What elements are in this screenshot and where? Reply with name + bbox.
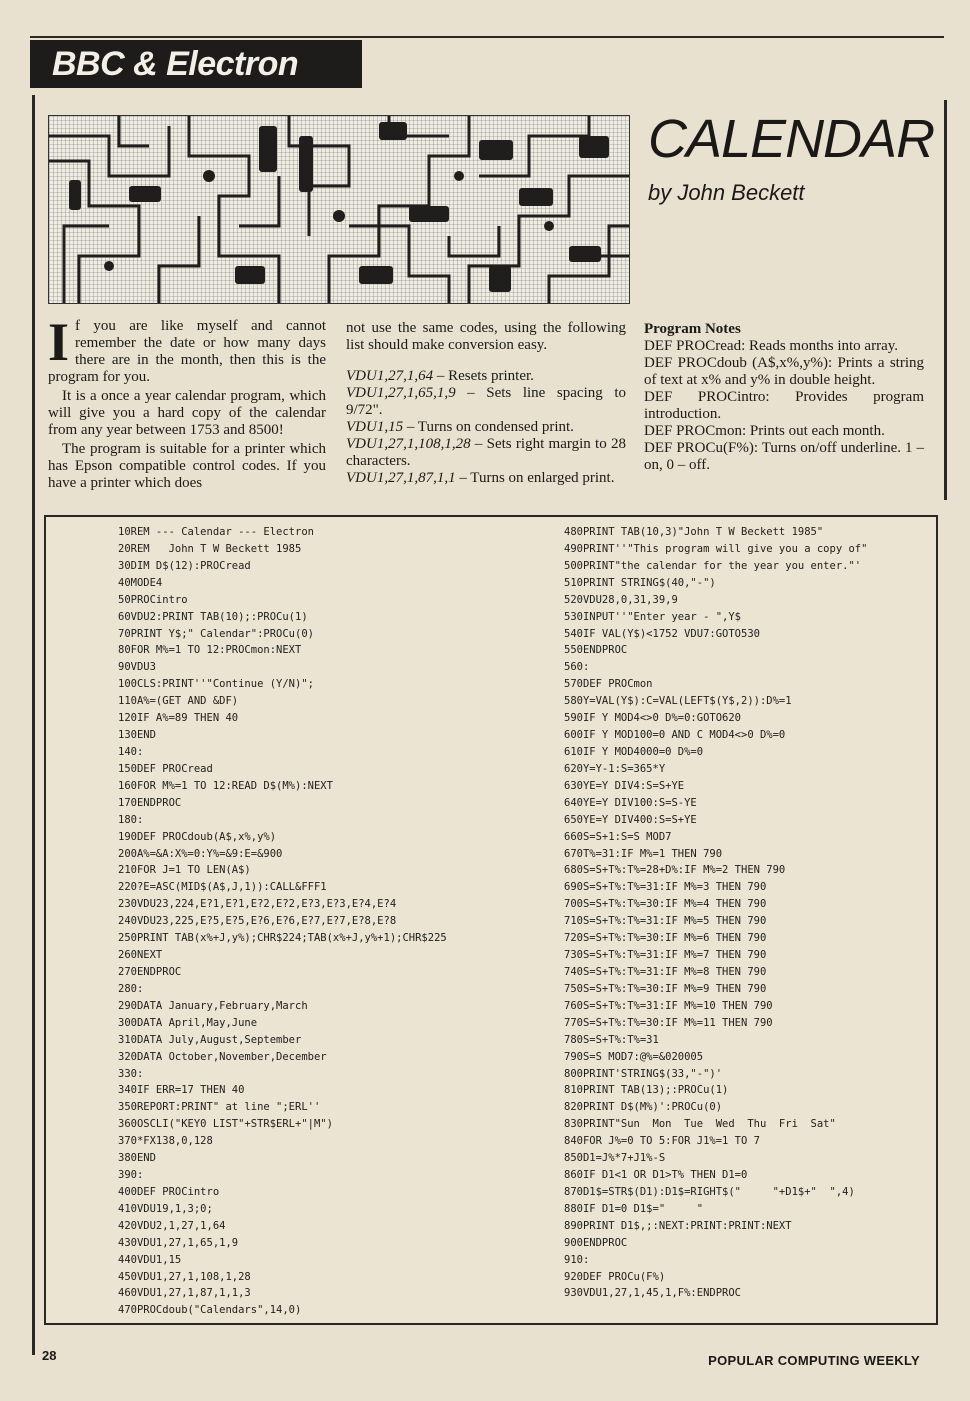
code-line: 520VDU28,0,31,39,9 xyxy=(564,593,678,606)
code-line: 210FOR J=1 TO LEN(A$) xyxy=(118,864,251,877)
code-line: 330: xyxy=(118,1067,144,1080)
code-line: 450VDU1,27,1,108,1,28 xyxy=(118,1270,251,1283)
code-line: 850D1=J%*7+J1%-S xyxy=(564,1152,666,1165)
code-line: 480PRINT TAB(10,3)"John T W Beckett 1985" xyxy=(564,526,824,538)
code-line: 230VDU23,224,E?1,E?1,E?2,E?2,E?3,E?3,E?4,E?4 xyxy=(118,898,397,911)
code-line: 120IF A%=89 THEN 40 xyxy=(118,712,239,725)
page-number: 28 xyxy=(42,1348,57,1363)
code-line: 200A%=&A:X%=0:Y%=&9:E=&900 xyxy=(118,847,283,860)
code-line: 670T%=31:IF M%=1 THEN 790 xyxy=(564,847,723,860)
code-line: 40MODE4 xyxy=(118,576,163,589)
drop-cap: I xyxy=(48,312,70,372)
intro-paragraph: If you are like myself and cannot remember the date or how many days there are in the month, then this is the program for you. xyxy=(48,312,326,385)
code-line: 720S=S+T%:T%=30:IF M%=6 THEN 790 xyxy=(564,932,767,945)
magazine-name: POPULAR COMPUTING WEEKLY xyxy=(708,1353,920,1368)
code-line: 280: xyxy=(118,982,144,995)
code-line: 160FOR M%=1 TO 12:READ D$(M%):NEXT xyxy=(118,779,333,792)
code-line: 930VDU1,27,1,45,1,F%:ENDPROC xyxy=(564,1287,742,1300)
program-note: DEF PROCmon: Prints out each month. xyxy=(644,423,885,439)
code-line: 130END xyxy=(118,729,156,742)
code-line: 320DATA October,November,December xyxy=(118,1050,327,1063)
code-line: 590IF Y MOD4<>0 D%=0:GOTO620 xyxy=(564,712,742,725)
circuit-board-illustration xyxy=(48,115,630,304)
article-title: CALENDAR xyxy=(648,109,935,169)
code-line: 630YE=Y DIV4:S=S+YE xyxy=(564,779,685,792)
code-line: 560: xyxy=(564,661,590,674)
code-line: 260NEXT xyxy=(118,949,163,962)
code-line: 640YE=Y DIV100:S=S-YE xyxy=(564,796,697,809)
code-line: 690S=S+T%:T%=31:IF M%=3 THEN 790 xyxy=(564,881,767,894)
printer-code-line: VDU1,27,1,65,1,9 – Sets line spacing to 9/72". xyxy=(346,385,626,418)
code-line: 140: xyxy=(118,745,144,758)
code-line: 190DEF PROCdoub(A$,x%,y%) xyxy=(118,830,277,843)
code-line: 680S=S+T%:T%=28+D%:IF M%=2 THEN 790 xyxy=(564,864,786,877)
code-line: 840FOR J%=0 TO 5:FOR J1%=1 TO 7 xyxy=(564,1135,760,1148)
code-line: 430VDU1,27,1,65,1,9 xyxy=(118,1236,239,1249)
code-line: 510PRINT STRING$(40,"-") xyxy=(564,576,716,589)
code-line: 800PRINT'STRING$(33,"-")' xyxy=(564,1067,723,1080)
code-line: 890PRINT D1$,;:NEXT:PRINT:PRINT:NEXT xyxy=(564,1219,792,1232)
code-line: 570DEF PROCmon xyxy=(564,678,653,691)
code-line: 400DEF PROCintro xyxy=(118,1185,220,1198)
code-line: 270ENDPROC xyxy=(118,965,182,978)
code-line: 780S=S+T%:T%=31 xyxy=(564,1033,659,1046)
printer-code-line: VDU1,27,1,108,1,28 – Sets right margin to 28 characters. xyxy=(346,436,626,469)
code-line: 710S=S+T%:T%=31:IF M%=5 THEN 790 xyxy=(564,915,767,928)
program-notes-column xyxy=(644,321,924,474)
code-line: 620Y=Y-1:S=365*Y xyxy=(564,762,666,775)
code-line: 220?E=ASC(MID$(A$,J,1)):CALL&FFF1 xyxy=(118,881,327,894)
body-paragraph: The program is suitable for a printer which has Epson compatible control codes. If you have a printer which does xyxy=(48,441,326,491)
code-line: 420VDU2,1,27,1,64 xyxy=(118,1219,226,1232)
code-line: 550ENDPROC xyxy=(564,644,628,657)
code-line: 880IF D1=0 D1$=" " xyxy=(564,1202,704,1215)
code-line: 770S=S+T%:T%=30:IF M%=11 THEN 790 xyxy=(564,1016,773,1029)
code-line: 110A%=(GET AND &DF) xyxy=(118,695,239,708)
code-line: 440VDU1,15 xyxy=(118,1253,182,1266)
code-line: 60VDU2:PRINT TAB(10);:PROCu(1) xyxy=(118,610,308,623)
listing-column-right xyxy=(564,524,867,1302)
code-line: 350REPORT:PRINT" at line ";ERL'' xyxy=(118,1101,321,1114)
code-line: 870D1$=STR$(D1):D1$=RIGHT$(" "+D1$+" ",4) xyxy=(564,1185,855,1198)
code-line: 760S=S+T%:T%=31:IF M%=10 THEN 790 xyxy=(564,999,773,1012)
code-line: 660S=S+1:S=S MOD7 xyxy=(564,830,672,843)
left-frame-rule xyxy=(32,95,35,1355)
body-column-2 xyxy=(346,320,626,487)
article-byline: by John Beckett xyxy=(648,180,805,205)
code-line: 700S=S+T%:T%=30:IF M%=4 THEN 790 xyxy=(564,898,767,911)
program-note: DEF PROCdoub (A$,x%,y%): Prints a string of text at x% and y% in double height. xyxy=(644,355,924,388)
printer-code-line: VDU1,27,1,64 – Resets printer. xyxy=(346,368,534,384)
code-line: 920DEF PROCu(F%) xyxy=(564,1270,666,1283)
code-line: 810PRINT TAB(13);:PROCu(1) xyxy=(564,1084,729,1097)
code-line: 540IF VAL(Y$)<1752 VDU7:GOTO530 xyxy=(564,627,760,640)
code-line: 460VDU1,27,1,87,1,1,3 xyxy=(118,1287,251,1300)
code-line: 610IF Y MOD4000=0 D%=0 xyxy=(564,745,704,758)
code-line: 790S=S MOD7:@%=&020005 xyxy=(564,1050,704,1063)
body-column-1 xyxy=(48,312,326,494)
program-note: DEF PROCu(F%): Turns on/off underline. 1 – on, 0 – off. xyxy=(644,440,924,473)
code-line: 300DATA April,May,June xyxy=(118,1016,258,1029)
code-line: 170ENDPROC xyxy=(118,796,182,809)
code-line: 180: xyxy=(118,813,144,826)
code-line: 910: xyxy=(564,1253,590,1266)
right-frame-rule xyxy=(944,100,947,500)
program-note: DEF PROCread: Reads months into array. xyxy=(644,338,898,354)
body-paragraph: It is a once a year calendar program, which will give you a hard copy of the calendar from any year between 1753 and 8500! xyxy=(48,388,326,438)
code-line: 50PROCintro xyxy=(118,593,188,606)
code-line: 370*FX138,0,128 xyxy=(118,1135,213,1148)
code-line: 730S=S+T%:T%=31:IF M%=7 THEN 790 xyxy=(564,949,767,962)
printer-code-line: VDU1,15 – Turns on condensed print. xyxy=(346,419,574,435)
code-line: 240VDU23,225,E?5,E?5,E?6,E?6,E?7,E?7,E?8,E?8 xyxy=(118,915,397,928)
program-notes-heading: Program Notes xyxy=(644,321,741,337)
code-line: 410VDU19,1,3;0; xyxy=(118,1202,213,1215)
top-rule xyxy=(30,36,944,38)
code-line: 860IF D1<1 OR D1>T% THEN D1=0 xyxy=(564,1169,748,1182)
code-line: 500PRINT"the calendar for the year you enter."' xyxy=(564,559,862,572)
code-line: 820PRINT D$(M%)':PROCu(0) xyxy=(564,1101,723,1114)
code-line: 530INPUT''"Enter year - ",Y$ xyxy=(564,610,742,623)
code-line: 80FOR M%=1 TO 12:PROCmon:NEXT xyxy=(118,644,302,657)
code-line: 650YE=Y DIV400:S=S+YE xyxy=(564,813,697,826)
code-line: 90VDU3 xyxy=(118,661,156,674)
code-line: 310DATA July,August,September xyxy=(118,1033,302,1046)
code-line: 290DATA January,February,March xyxy=(118,999,308,1012)
program-note: DEF PROCintro: Provides program introduction. xyxy=(644,389,924,422)
section-banner: BBC & Electron xyxy=(30,40,362,88)
code-line: 900ENDPROC xyxy=(564,1236,628,1249)
code-line: 250PRINT TAB(x%+J,y%);CHR$224;TAB(x%+J,y%+1);CHR$225 xyxy=(118,932,447,945)
code-line: 380END xyxy=(118,1152,156,1165)
body-paragraph: not use the same codes, using the following list should make conversion easy. xyxy=(346,320,626,353)
code-line: 600IF Y MOD100=0 AND C MOD4<>0 D%=0 xyxy=(564,729,786,742)
code-line: 580Y=VAL(Y$):C=VAL(LEFT$(Y$,2)):D%=1 xyxy=(564,695,792,708)
code-line: 750S=S+T%:T%=30:IF M%=9 THEN 790 xyxy=(564,982,767,995)
code-line: 740S=S+T%:T%=31:IF M%=8 THEN 790 xyxy=(564,965,767,978)
code-line: 30DIM D$(12):PROCread xyxy=(118,559,251,572)
code-line: 830PRINT"Sun Mon Tue Wed Thu Fri Sat" xyxy=(564,1118,836,1131)
code-line: 70PRINT Y$;" Calendar":PROCu(0) xyxy=(118,627,314,640)
code-line: 390: xyxy=(118,1169,144,1182)
code-line: 10REM --- Calendar --- Electron xyxy=(118,526,314,538)
code-line: 470PROCdoub("Calendars",14,0) xyxy=(118,1304,302,1317)
program-listing-box xyxy=(44,515,938,1325)
code-line: 360OSCLI("KEY0 LIST"+STR$ERL+"|M") xyxy=(118,1118,333,1131)
code-line: 340IF ERR=17 THEN 40 xyxy=(118,1084,245,1097)
code-line: 100CLS:PRINT''"Continue (Y/N)"; xyxy=(118,678,314,691)
code-line: 20REM John T W Beckett 1985 xyxy=(118,542,302,555)
code-line: 150DEF PROCread xyxy=(118,762,213,775)
printer-code-line: VDU1,27,1,87,1,1 – Turns on enlarged print. xyxy=(346,470,615,486)
listing-column-left xyxy=(118,524,447,1319)
code-line: 490PRINT''"This program will give you a copy of" xyxy=(564,542,868,555)
